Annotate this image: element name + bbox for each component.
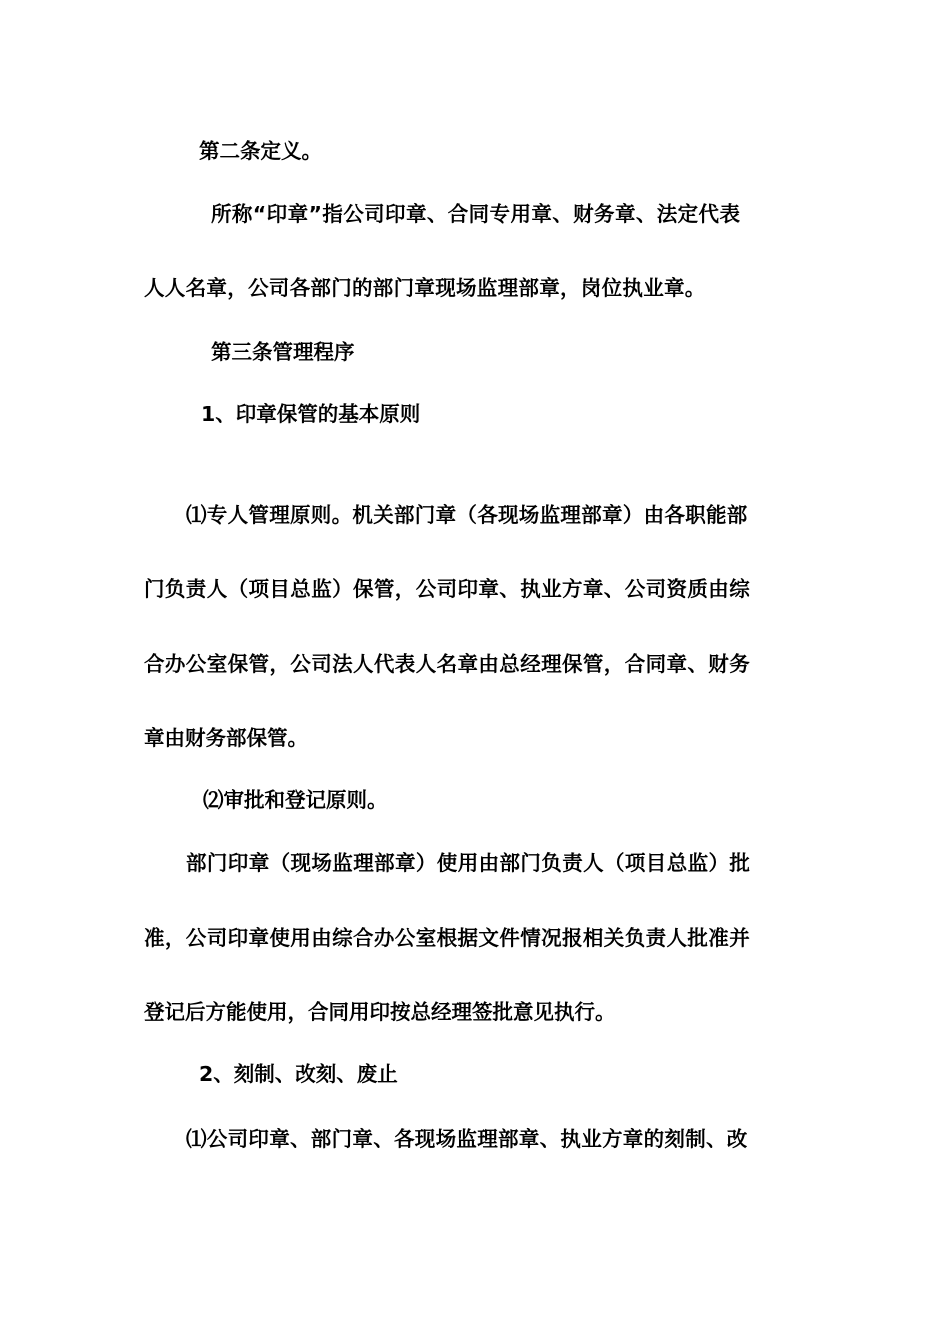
custody-paragraph-line-3: 合办公室保管，公司法人代表人名章由总经理保管，合同章、财务 [144, 652, 751, 676]
engraving-paragraph-line-1: ⑴公司印章、部门章、各现场监理部章、执业方章的刻制、改 [186, 1127, 748, 1151]
definition-paragraph-line-2: 人人名章，公司各部门的部门章现场监理部章，岗位执业章。 [144, 276, 706, 300]
article-3-heading: 第三条管理程序 [211, 340, 355, 364]
definition-paragraph-line-1: 所称“印章”指公司印章、合同专用章、财务章、法定代表 [211, 202, 741, 226]
section-1-heading: 1、印章保管的基本原则 [201, 402, 421, 426]
article-2-heading: 第二条定义。 [199, 139, 322, 163]
approval-paragraph-line-3: 登记后方能使用，合同用印按总经理签批意见执行。 [144, 1000, 616, 1024]
custody-paragraph-line-2: 门负责人（项目总监）保管，公司印章、执业方章、公司资质由综 [144, 577, 751, 601]
approval-paragraph-line-1: 部门印章（现场监理部章）使用由部门负责人（项目总监）批 [186, 851, 751, 875]
approval-paragraph-line-2: 准，公司印章使用由综合办公室根据文件情况报相关负责人批准并 [144, 926, 751, 950]
custody-paragraph-line-4: 章由财务部保管。 [144, 726, 308, 750]
custody-paragraph-line-1: ⑴专人管理原则。机关部门章（各现场监理部章）由各职能部 [186, 503, 748, 527]
approval-principle-heading: ⑵审批和登记原则。 [203, 788, 388, 812]
section-2-heading: 2、刻制、改刻、废止 [199, 1062, 398, 1086]
